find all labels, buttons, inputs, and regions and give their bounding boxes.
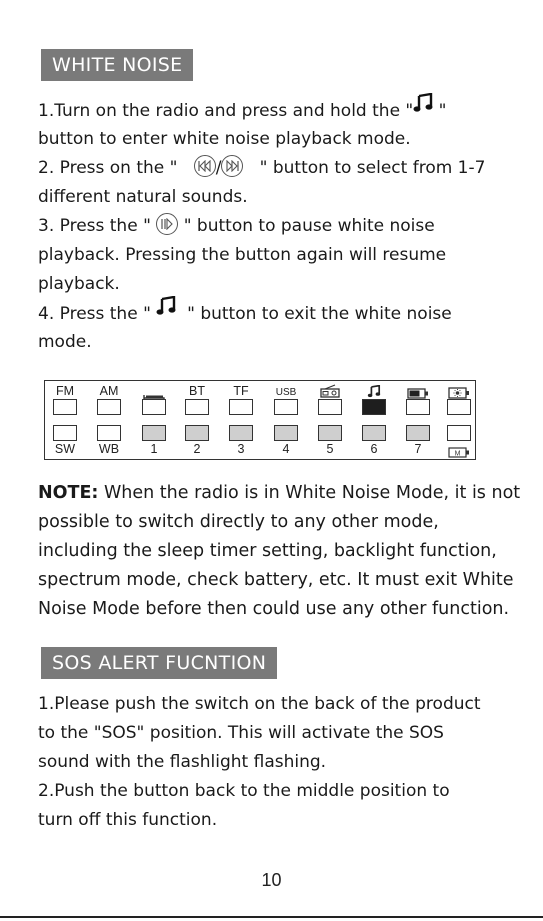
- panel-top-indicator: [447, 399, 471, 415]
- next-track-icon: [221, 155, 243, 177]
- panel-bottom-label-2: 2: [193, 442, 201, 456]
- step-1-line-2: button to enter white noise playback mode.: [38, 129, 411, 149]
- step-1-quote: ": [433, 101, 447, 121]
- bottom-rule: [0, 916, 543, 918]
- panel-top-indicator: [97, 399, 121, 415]
- step-4-text-end: " button to exit the white noise: [181, 304, 452, 324]
- display-panel-diagram: [44, 380, 476, 460]
- sos-line-1: 1.Please push the switch on the back of the product: [38, 694, 481, 714]
- note-line-3: including the sleep timer setting, backlight function,: [38, 541, 497, 561]
- step-4-text: 4. Press the ": [38, 304, 157, 324]
- sos-line-5: turn off this function.: [38, 810, 218, 830]
- panel-top-label-bt: BT: [189, 384, 205, 398]
- panel-bottom-indicator: [185, 425, 209, 441]
- note-line-4: spectrum mode, check battery, etc. It must exit White: [38, 570, 514, 590]
- step-2-text: 2. Press on the ": [38, 158, 183, 178]
- white-noise-instructions: [38, 96, 518, 357]
- panel-bottom-indicator: [142, 425, 166, 441]
- panel-bottom-label-sw: SW: [54, 442, 76, 456]
- step-4-line-1: [38, 299, 518, 328]
- panel-bottom-indicator: [274, 425, 298, 441]
- step-3-text-end: " button to pause white noise: [178, 216, 435, 236]
- step-1-text: 1.Turn on the radio and press and hold the ": [38, 101, 414, 121]
- step-2-separator: /: [215, 158, 222, 178]
- panel-top-indicator: [318, 399, 342, 415]
- panel-bottom-label-wb: WB: [98, 442, 120, 456]
- note-text: When the radio is in White Noise Mode, it is not: [98, 483, 521, 503]
- panel-bottom-label-6: 6: [370, 442, 378, 456]
- music-note-icon: [413, 93, 433, 123]
- section-heading-white-noise: WHITE NOISE: [41, 49, 193, 81]
- step-4-line-2: mode.: [38, 332, 92, 352]
- step-3-text: 3. Press the ": [38, 216, 157, 236]
- sos-line-4: 2.Push the button back to the middle position to: [38, 781, 450, 801]
- play-pause-icon: [156, 213, 178, 235]
- previous-track-icon: [194, 155, 216, 177]
- music-note-icon: [156, 296, 176, 326]
- sos-line-3: sound with the flashlight flashing.: [38, 752, 327, 772]
- panel-top-indicator: [185, 399, 209, 415]
- step-3-line-3: playback.: [38, 274, 120, 294]
- panel-bottom-label-3: 3: [237, 442, 245, 456]
- memory-icon: [448, 443, 470, 462]
- page-number: 10: [261, 870, 282, 890]
- section-heading-sos: SOS ALERT FUCNTION: [41, 647, 277, 679]
- panel-top-indicator: [53, 399, 77, 415]
- panel-top-label-usb: USB: [275, 387, 297, 398]
- step-2-line-2: different natural sounds.: [38, 187, 248, 207]
- panel-bottom-label-5: 5: [326, 442, 334, 456]
- panel-top-label-tf: TF: [233, 384, 249, 398]
- note-line-1: [38, 479, 521, 508]
- panel-bottom-indicator: [362, 425, 386, 441]
- panel-bottom-label-7: 7: [414, 442, 422, 456]
- svg-text:M: M: [454, 450, 461, 458]
- step-1-line-1: [38, 96, 518, 125]
- panel-bottom-label-4: 4: [282, 442, 290, 456]
- panel-top-indicator: [229, 399, 253, 415]
- panel-bottom-indicator: [318, 425, 342, 441]
- sos-instructions: [38, 690, 518, 835]
- panel-top-indicator: [142, 399, 166, 415]
- panel-bottom-indicator: [53, 425, 77, 441]
- step-2-text-end: " button to select from 1-7: [254, 158, 486, 178]
- note-line-5: Noise Mode before then could use any other function.: [38, 599, 510, 619]
- note-line-2: possible to switch directly to any other mode,: [38, 512, 439, 532]
- note-label: NOTE:: [38, 483, 99, 503]
- panel-top-indicator: [274, 399, 298, 415]
- step-3-line-1: [38, 212, 518, 241]
- sos-line-2: to the "SOS" position. This will activate the SOS: [38, 723, 444, 743]
- panel-top-indicator: [406, 399, 430, 415]
- step-2-line-1: [38, 154, 518, 183]
- panel-bottom-indicator: [229, 425, 253, 441]
- note-paragraph: [38, 479, 521, 624]
- panel-bottom-label-1: 1: [150, 442, 158, 456]
- panel-top-indicator: [362, 399, 386, 415]
- step-3-line-2: playback. Pressing the button again will resume: [38, 245, 447, 265]
- panel-bottom-indicator: [406, 425, 430, 441]
- panel-bottom-indicator: [447, 425, 471, 441]
- panel-bottom-indicator: [97, 425, 121, 441]
- panel-top-label-fm: FM: [55, 384, 75, 398]
- panel-top-label-am: AM: [99, 384, 119, 398]
